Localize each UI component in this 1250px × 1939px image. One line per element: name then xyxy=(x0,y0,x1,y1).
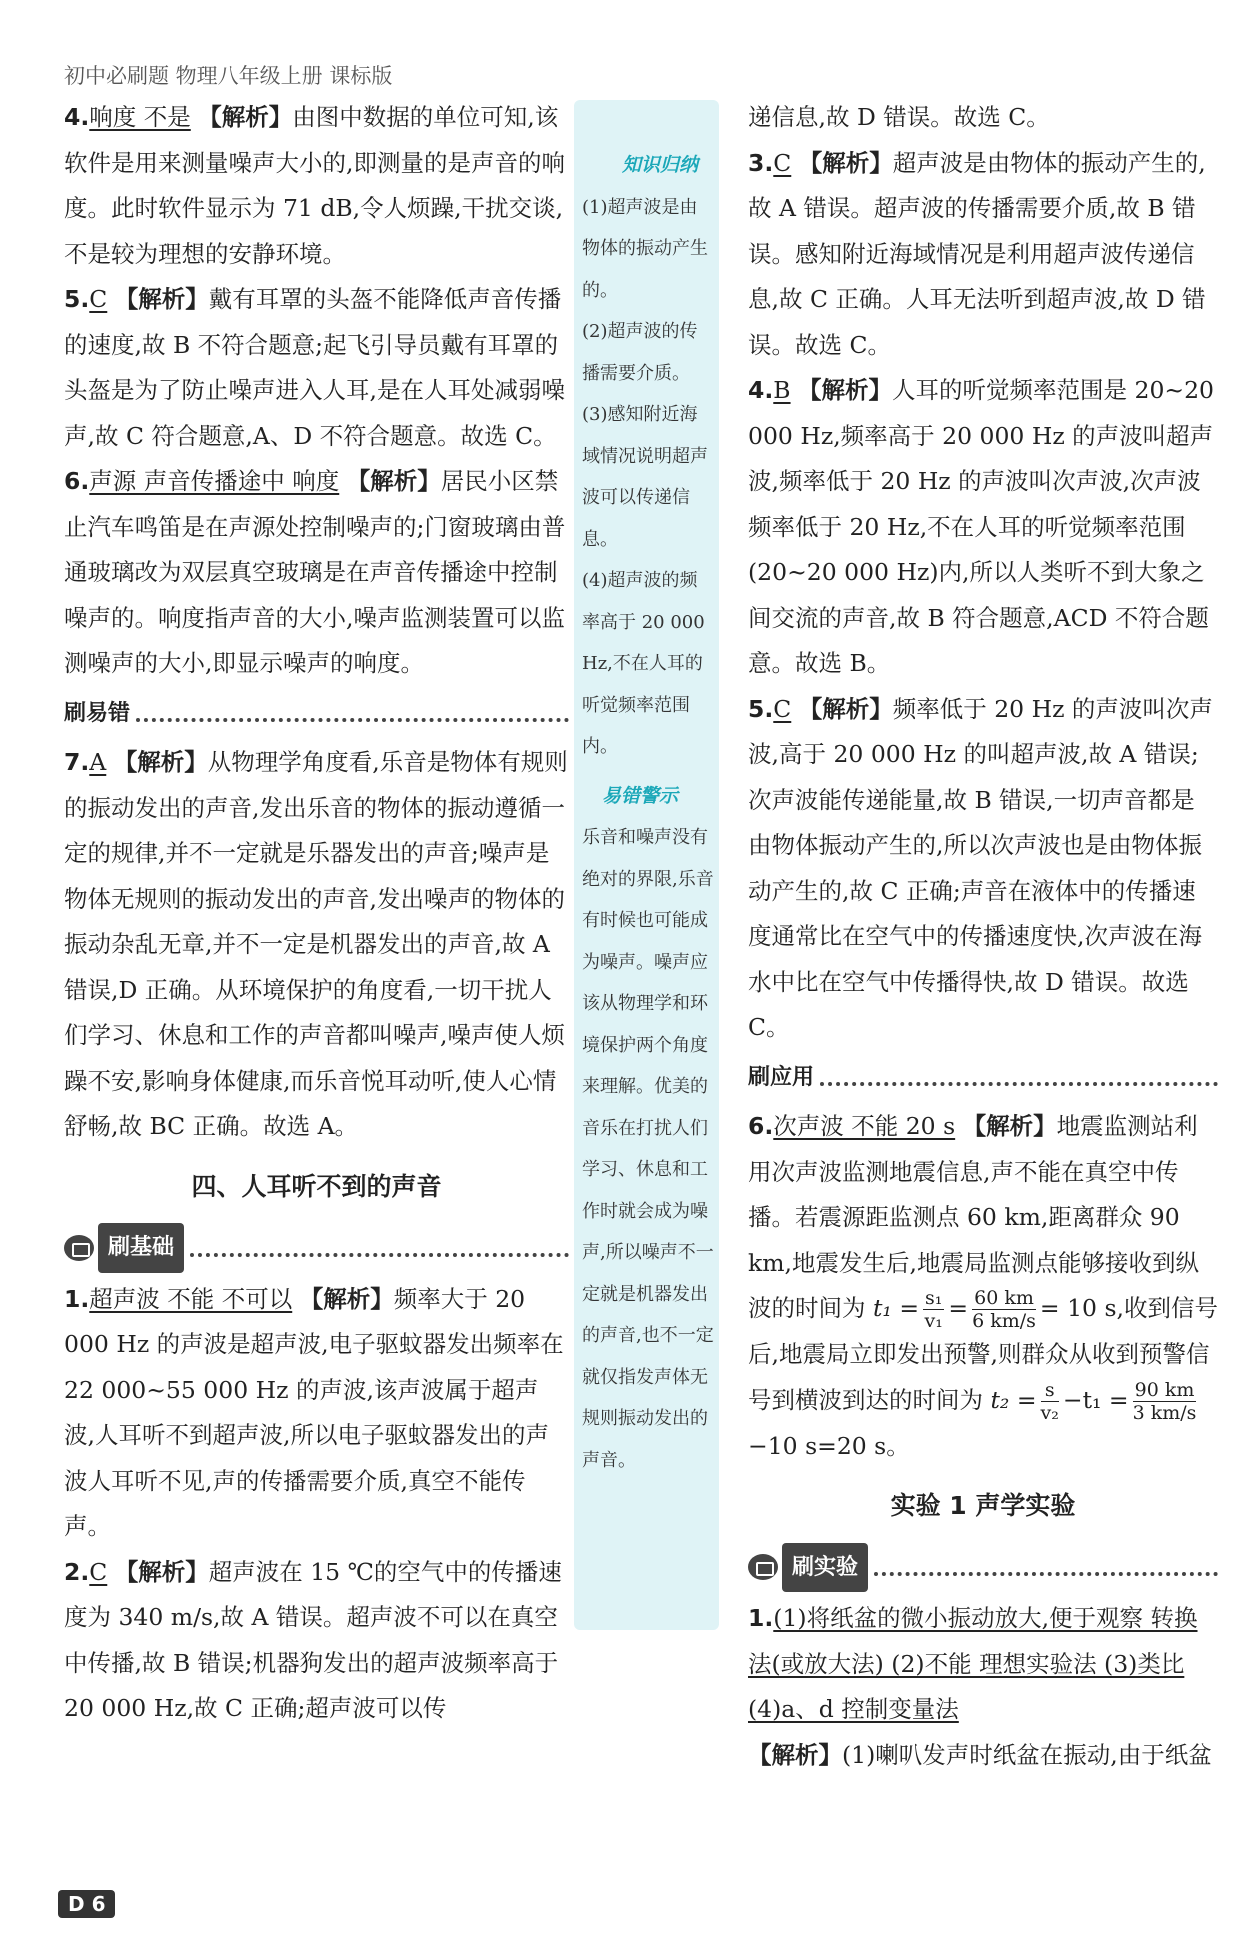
answer-item xyxy=(748,141,1218,369)
sidebar-text: 乐音和噪声没有绝对的界限,乐音有时候也可能成为噪声。噪声应该从物理学和环境保护两个角度来理解。优美的音乐在打扰人们学习、休息和工作时就会成为噪声,所以噪声不一定就是机器发出的声音,也不一定就仅指发声体无规则振动发出的声音。 xyxy=(582,827,714,1471)
sidebar-item: (2)超声波的传播需要介质。 xyxy=(582,321,698,384)
analysis-text: 从物理学角度看,乐音是物体有规则的振动发出的声音,发出乐音的物体的振动遵循一定的规律,并不一定就是乐器发出的声音;噪声是物体无规则的振动发出的声音,发出噪声的物体的振动杂乱无章,并不一定是机器发出的声音,故 A 错误,D 正确。从环境保护的角度看,一切干扰人们学习、休息和工作的声音都叫噪声,噪声使人烦躁不安,影响身体健康,而乐音悦耳动听,使人心情舒畅,故 BC 正确。故选 A。 xyxy=(64,748,568,1140)
answer: C xyxy=(89,1557,108,1586)
section-yingyong xyxy=(748,1055,1218,1101)
fraction-numerator: 60 km xyxy=(972,1287,1036,1310)
fraction-60-6 xyxy=(972,1287,1036,1332)
formula-t2-mid: −t₁ = xyxy=(1062,1385,1129,1414)
section-shiyan xyxy=(748,1543,1218,1593)
dotted-divider xyxy=(136,704,569,722)
sidebar-item: (1)超声波是由物体的振动产生的。 xyxy=(582,196,708,301)
analysis-tag: 【解析】 xyxy=(114,1557,209,1586)
formula-t2-rhs: −10 s=20 s。 xyxy=(748,1431,910,1460)
fraction-denominator: v₁ xyxy=(924,1310,943,1332)
continued-text: 递信息,故 D 错误。故选 C。 xyxy=(748,103,1050,131)
question-number: 6. xyxy=(748,1112,774,1140)
answer: A xyxy=(89,748,107,776)
section-label: 刷基础 xyxy=(98,1223,184,1273)
analysis-text: 由图中数据的单位可知,该软件是用来测量噪声大小的,即测量的是声音的响度。此时软件显示为 71 dB,令人烦躁,干扰交谈,不是较为理想的安静环境。 xyxy=(64,103,565,268)
answer-item xyxy=(64,1277,569,1550)
answer: C xyxy=(773,694,792,723)
dotted-divider xyxy=(190,1239,569,1257)
section-label: 刷应用 xyxy=(748,1064,815,1090)
fraction-numerator: 90 km xyxy=(1133,1379,1197,1402)
analysis-text: 戴有耳罩的头盔不能降低声音传播的速度,故 B 不符合题意;起飞引导员戴有耳罩的头盔是为了防止噪声进入人耳,是在人耳处减弱噪声,故 C 符合题意,A、D 不符合题意。故选 C。 xyxy=(64,285,565,450)
answer-item xyxy=(64,1550,569,1732)
formula-t1-lhs: t₁ = xyxy=(872,1294,920,1322)
question-number: 5. xyxy=(64,285,90,313)
sidebar-title-knowledge: 知识归纳 xyxy=(622,154,699,176)
question-number: 6. xyxy=(64,467,90,495)
analysis-text: (1)喇叭发声时纸盆在振动,由于纸盆 xyxy=(842,1740,1212,1769)
book-icon xyxy=(748,1554,778,1580)
answer-item xyxy=(748,1596,1218,1733)
experiment-title: 实验 1 声学实验 xyxy=(890,1491,1076,1520)
answer-item xyxy=(748,368,1218,687)
fraction-numerator: s xyxy=(1041,1379,1059,1402)
formula-t2-lhs: t₂ = xyxy=(990,1385,1037,1414)
chapter-title: 四、人耳听不到的声音 xyxy=(191,1171,442,1201)
answer: C xyxy=(773,148,792,177)
fraction-s1-v1 xyxy=(923,1287,944,1332)
analysis-tag: 【解析】 xyxy=(114,285,209,313)
fraction-denominator: 6 km/s xyxy=(972,1310,1036,1332)
page-header: 初中必刷题 物理八年级上册 课标版 xyxy=(64,64,393,88)
fraction-denominator: 3 km/s xyxy=(1132,1401,1197,1424)
section-label: 刷易错 xyxy=(64,700,131,726)
question-number: 3. xyxy=(748,148,774,177)
analysis-text: 地震监测站利用次声波监测地震信息,声不能在真空中传播。若震源距监测点 60 km,距离群众 90 km,地震发生后,地震局监测点能够接收到纵波的时间为 xyxy=(748,1112,1199,1322)
fraction-numerator: s₁ xyxy=(925,1287,943,1309)
analysis-tag: 【解析】 xyxy=(962,1112,1057,1140)
analysis-text: 人耳的听觉频率范围是 20~20 000 Hz,频率高于 20 000 Hz 的声波叫超声波,频率低于 20 Hz 的声波叫次声波,次声波频率低于 20 Hz,不在人耳的听觉频率范围(20~20 000 Hz)内,所以人类听不到大象之间交流的声音,故 B 符合题意,ACD 不符合题意。故选 B。 xyxy=(748,376,1215,677)
analysis-tag: 【解析】 xyxy=(113,748,208,776)
answer: 次声波 不能 20 s xyxy=(773,1112,956,1140)
section-jichu xyxy=(64,1223,569,1273)
answer: C xyxy=(89,285,108,313)
dotted-divider xyxy=(820,1068,1218,1086)
question-number: 1. xyxy=(64,1284,90,1313)
answer-item xyxy=(64,95,569,277)
answer: (1)将纸盆的微小振动放大,便于观察 转换法(或放大法) (2)不能 理想实验法 (3)类比 (4)a、d 控制变量法 xyxy=(748,1604,1198,1723)
analysis-text: 超声波是由物体的振动产生的,故 A 错误。超声波的传播需要介质,故 B 错误。感知附近海域情况是利用超声波传递信息,故 C 正确。人耳无法听到超声波,故 D 错误。故选 C。 xyxy=(748,148,1206,359)
answer: 响度 不是 xyxy=(89,103,191,131)
question-number: 5. xyxy=(748,694,774,723)
sidebar-content xyxy=(582,145,715,1481)
answer: 声源 声音传播途中 响度 xyxy=(89,467,340,495)
answer-item xyxy=(64,277,569,459)
answer-item xyxy=(748,687,1218,1051)
answer-item xyxy=(748,1104,1218,1469)
book-icon xyxy=(64,1235,94,1261)
fraction-s-v2 xyxy=(1041,1379,1059,1424)
dotted-divider xyxy=(874,1558,1218,1576)
analysis-tag: 【解析】 xyxy=(198,103,293,131)
fraction-90-3 xyxy=(1133,1379,1197,1424)
sidebar-item: (3)感知附近海域情况说明超声波可以传递信息。 xyxy=(582,404,708,550)
analysis-text: 频率大于 20 000 Hz 的声波是超声波,电子驱蚊器发出频率在 22 000~55 000 Hz 的声波,该声波属于超声波,人耳听不到超声波,所以电子驱蚊器发出的声波人耳听不见,声的传播需要介质,真空不能传声。 xyxy=(64,1284,564,1540)
section-label: 刷实验 xyxy=(782,1543,868,1593)
left-column xyxy=(64,95,569,1732)
analysis-text: 频率低于 20 Hz 的声波叫次声波,高于 20 000 Hz 的叫超声波,故 A 错误;次声波能传递能量,故 B 错误,一切声音都是由物体振动产生的,所以次声波也是由物体振动产生的,故 C 正确;声音在液体中的传播速度通常比在空气中的传播速度快,次声波在海水中比在空气中传播得快,故 D 错误。故选 C。 xyxy=(748,694,1213,1041)
answer: B xyxy=(773,376,791,404)
answer: 超声波 不能 不可以 xyxy=(89,1284,293,1313)
formula-t1-rhs: = 10 s,收到信号后,地震局立即发出预警,则群众从收到预警信号到横波到达的时间为 xyxy=(748,1294,1218,1414)
page-number: D 6 xyxy=(58,1890,115,1918)
analysis-text: 超声波在 15 ℃的空气中的传播速度为 340 m/s,故 A 错误。超声波不可以在真空中传播,故 B 错误;机器狗发出的超声波频率高于 20 000 Hz,故 C 正确;超声波可以传 xyxy=(64,1557,562,1722)
notes-sidebar xyxy=(574,100,719,1630)
equals-sign: = xyxy=(948,1294,969,1322)
fraction-denominator: v₂ xyxy=(1040,1401,1059,1424)
question-number: 4. xyxy=(64,103,90,131)
analysis-tag: 【解析】 xyxy=(798,148,893,177)
right-column xyxy=(748,95,1218,1778)
section-yicuo xyxy=(64,691,569,737)
answer-item xyxy=(64,740,569,1150)
analysis-tag: 【解析】 xyxy=(798,694,893,723)
answer-item xyxy=(64,459,569,687)
sidebar-item: (4)超声波的频率高于 20 000 Hz,不在人耳的听觉频率范围内。 xyxy=(582,570,705,757)
question-number: 2. xyxy=(64,1557,90,1586)
analysis-text: 居民小区禁止汽车鸣笛是在声源处控制噪声的;门窗玻璃由普通玻璃改为双层真空玻璃是在声音传播途中控制噪声的。响度指声音的大小,噪声监测装置可以监测噪声的大小,即显示噪声的响度。 xyxy=(64,467,566,677)
analysis-tag: 【解析】 xyxy=(346,467,441,495)
sidebar-title-warning: 易错警示 xyxy=(602,784,679,807)
analysis-tag: 【解析】 xyxy=(748,1740,842,1769)
analysis-tag: 【解析】 xyxy=(299,1284,394,1313)
question-number: 1. xyxy=(748,1604,774,1632)
question-number: 4. xyxy=(748,376,774,404)
analysis-tag: 【解析】 xyxy=(798,376,893,404)
answer-item xyxy=(748,1733,1218,1779)
question-number: 7. xyxy=(64,748,90,776)
